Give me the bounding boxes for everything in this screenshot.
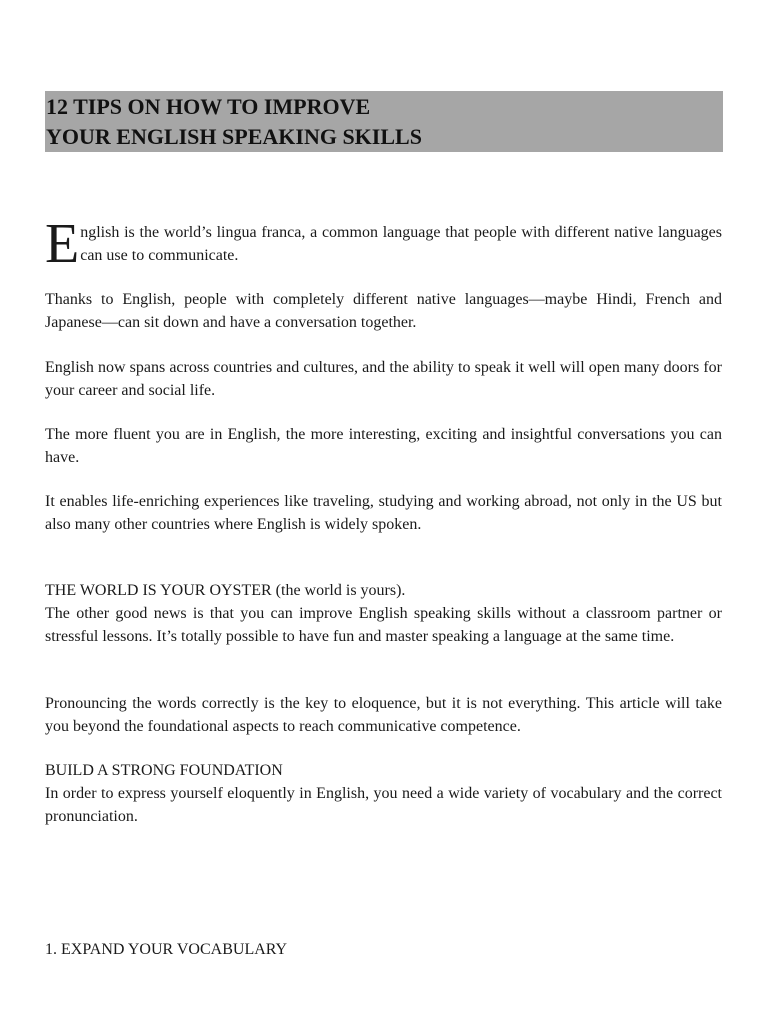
paragraph-enables: It enables life-enriching experiences like traveling, studying and working abroad, not only in the US but also many other countries where English is widely spoken. [45, 493, 722, 533]
paragraph-spans: English now spans across countries and cultures, and the ability to speak it well will open many doors for your career and social life. [45, 359, 722, 399]
paragraph-fluent: The more fluent you are in English, the more interesting, exciting and insightful conversations you can have. [45, 426, 722, 466]
intro-paragraph [45, 213, 722, 275]
section-heading-foundation: BUILD A STRONG FOUNDATION [45, 762, 283, 779]
paragraph-oyster: The other good news is that you can improve English speaking skills without a classroom partner or stressful lessons. It’s totally possible to have fun and master speaking a language at the same time. [45, 605, 722, 645]
section-heading-oyster: THE WORLD IS YOUR OYSTER (the world is yours). [45, 582, 406, 599]
page-title-line-2: YOUR ENGLISH SPEAKING SKILLS [46, 124, 422, 149]
drop-cap-letter: E [45, 213, 80, 275]
tip-1-heading: 1. EXPAND YOUR VOCABULARY [45, 941, 288, 958]
intro-text: nglish is the world’s lingua franca, a common language that people with different native languages can use to communicate. [80, 224, 722, 264]
paragraph-pronouncing: Pronouncing the words correctly is the key to eloquence, but it is not everything. This article will take you beyond the foundational aspects to reach communicative competence. [45, 695, 722, 735]
page-title-line-1: 12 TIPS ON HOW TO IMPROVE [46, 94, 371, 119]
paragraph-foundation: In order to express yourself eloquently in English, you need a wide variety of vocabulary and the correct pronunciation. [45, 785, 722, 825]
paragraph-thanks: Thanks to English, people with completely different native languages—maybe Hindi, French and Japanese—can sit down and have a conversation together. [45, 291, 722, 331]
